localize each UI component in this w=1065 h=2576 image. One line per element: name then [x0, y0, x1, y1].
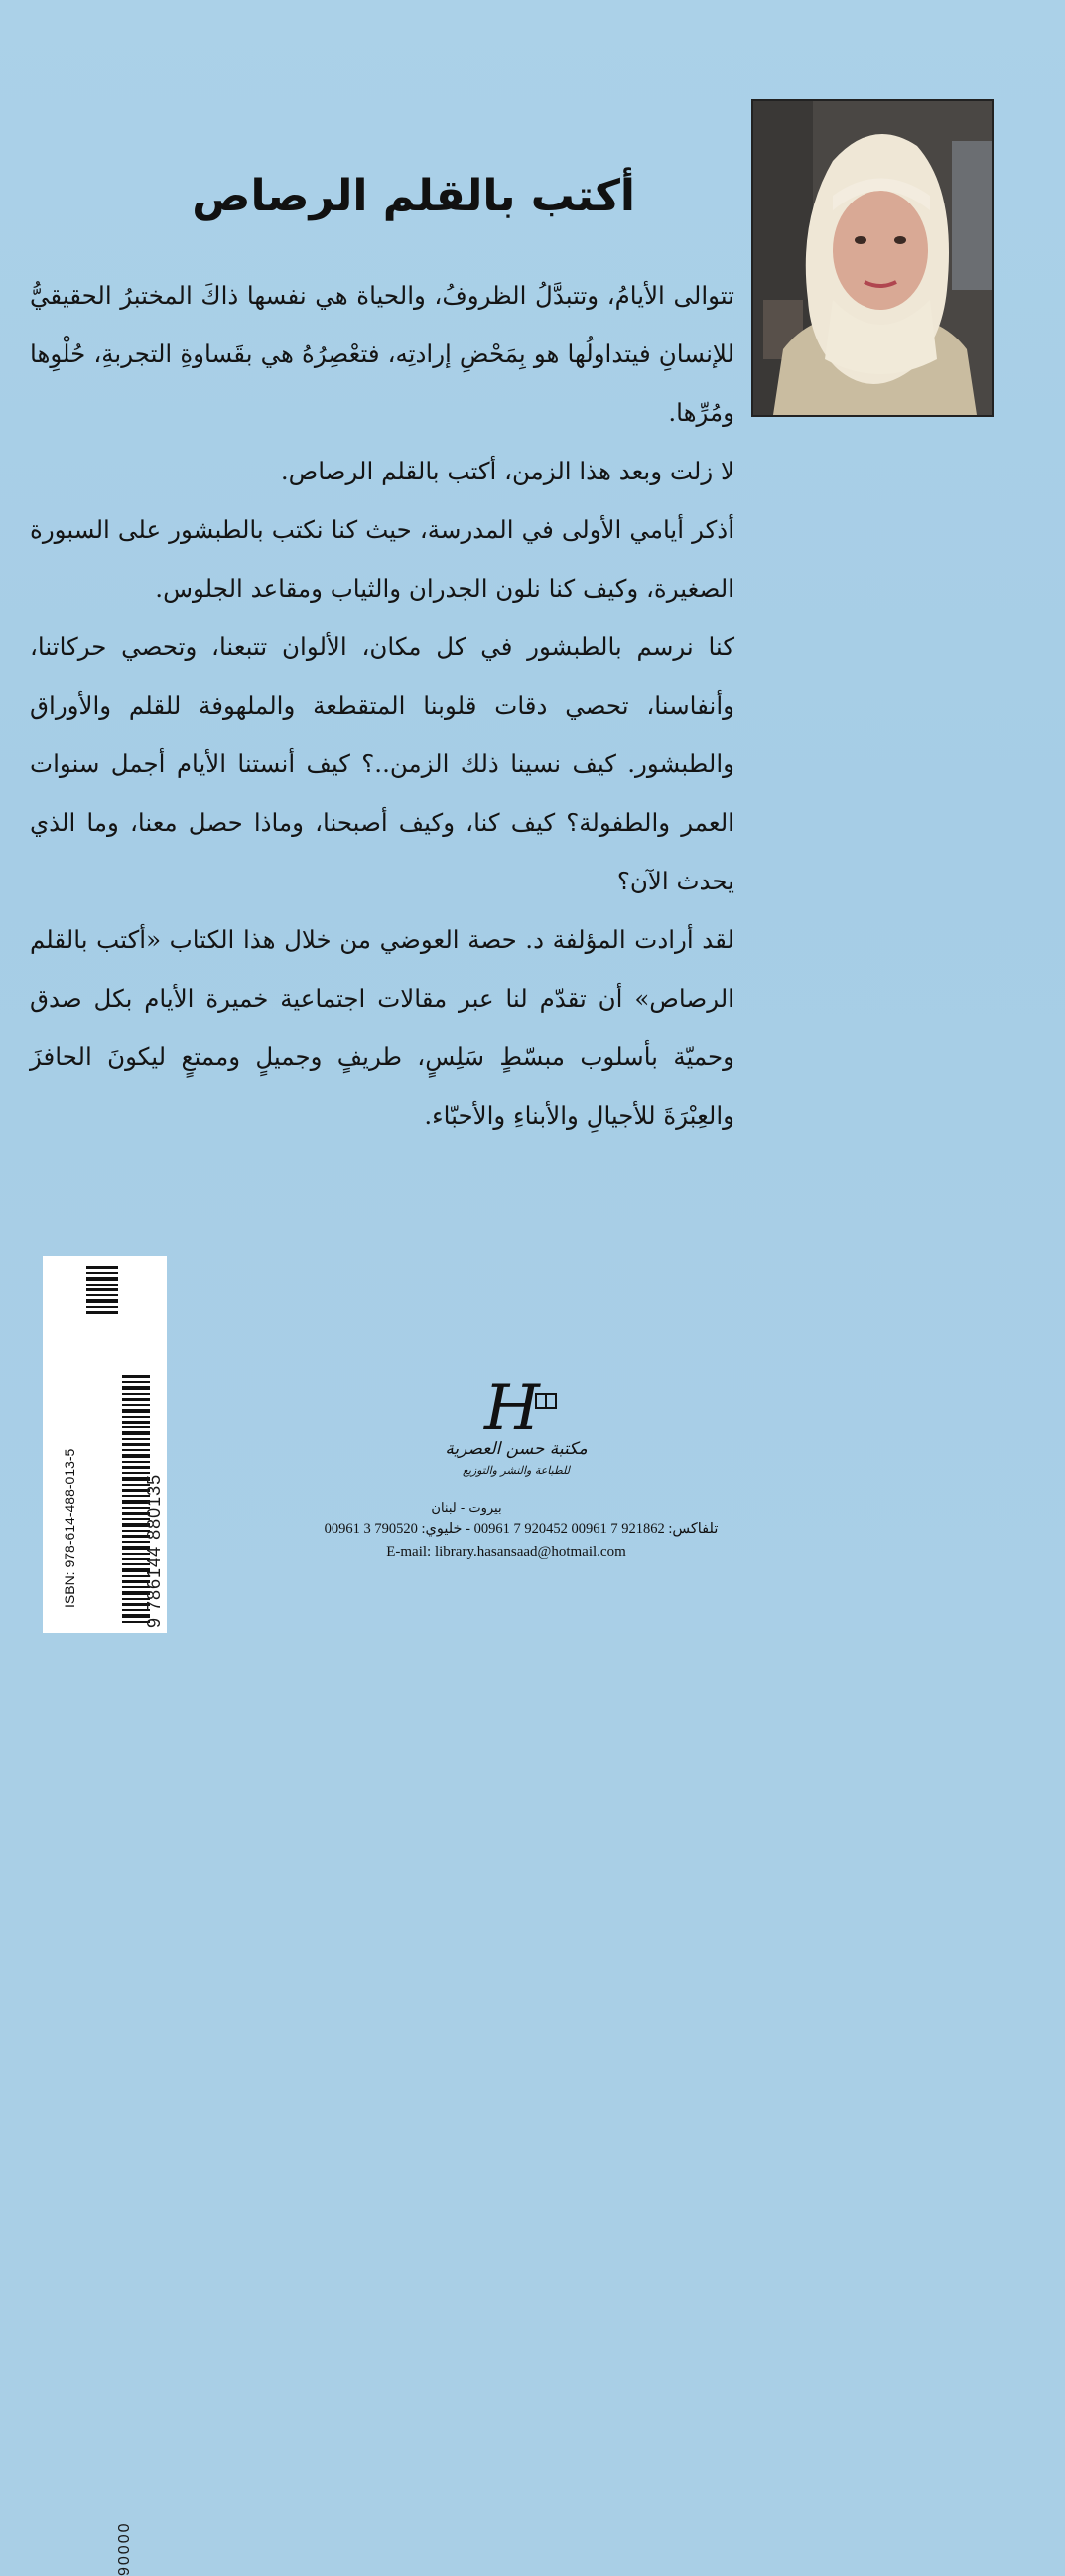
blurb-text — [30, 266, 734, 1145]
blurb-paragraph: لقد أرادت المؤلفة د. حصة العوضي من خلال هذا الكتاب «أكتب بالقلم الرصاص» أن تقدّم لنا عبر مقالات اجتماعية خميرة الأيام بكل صدق وحميّة بأسلوب مبسّطٍ سَلِسٍ، طريفٍ وجميلٍ وممتعٍ ليكونَ الحافزَ والعِبْرَةَ للأجيالِ والأبناءِ والأحبّاء. — [30, 910, 734, 1145]
publisher-city: بيروت - لبنان — [377, 1501, 556, 1516]
publisher-tagline: للطباعة والنشر والتوزيع — [417, 1464, 615, 1477]
barcode-number: 9 786144 880135 — [144, 1474, 165, 1628]
blurb-paragraph: أذكر أيامي الأولى في المدرسة، حيث كنا نكتب بالطبشور على السبورة الصغيرة، وكيف كنا نلون الجدران والثياب ومقاعد الجلوس. — [30, 500, 734, 617]
publisher-email: E-mail: library.hasansaad@hotmail.com — [298, 1544, 715, 1560]
blurb-paragraph: لا زلت وبعد هذا الزمن، أكتب بالقلم الرصاص. — [30, 442, 734, 500]
publisher-phones: تلفاكس: 921862 7 00961 920452 7 00961 - خليوي: 790520 3 00961 — [268, 1521, 774, 1538]
svg-text:H: H — [483, 1372, 541, 1439]
author-portrait-image — [753, 101, 992, 415]
author-photo — [751, 99, 994, 417]
isbn-label: ISBN: 978-614-488-013-5 — [62, 1449, 77, 1608]
blurb-paragraph: تتوالى الأيامُ، وتتبدَّلُ الظروفُ، والحياة هي نفسها ذاكَ المختبرُ الحقيقيُّ للإنسانِ فيتداولُها هو بِمَحْضِ إرادتِه، فتعْصِرُهُ هي بقَساوةِ التجربةِ، حُلْوِها ومُرِّها. — [30, 266, 734, 442]
publisher-logo-icon — [437, 1370, 596, 1439]
publisher-name: مكتبة حسن العصرية — [417, 1439, 615, 1459]
blurb-paragraph: كنا نرسم بالطبشور في كل مكان، الألوان تتبعنا، وتحصي حركاتنا، وأنفاسنا، تحصي دقات قلوبنا المتقطعة والملهوفة للقلم والأوراق والطبشور. كيف نسينا ذلك الزمن..؟ كيف أنستنا الأيام أجمل سنوات العمر والطفولة؟ كيف كنا، وكيف أصبحنا، وماذا حصل معنا، وما الذي يحدث الآن؟ — [30, 617, 734, 910]
barcode-price-code: 90000 — [116, 2522, 134, 2576]
book-title: أكتب بالقلم الرصاص — [139, 171, 635, 221]
